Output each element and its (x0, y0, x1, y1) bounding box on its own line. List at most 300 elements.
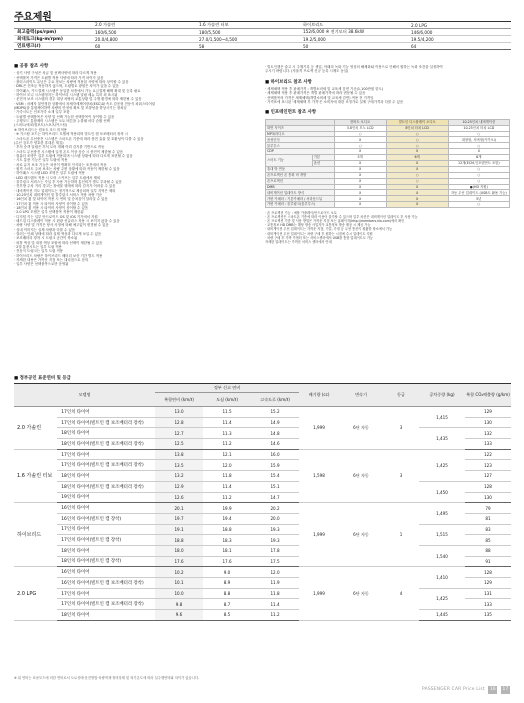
fuel-co2: 127 (465, 471, 511, 482)
spec-cell: 180/5,500 (196, 29, 300, 36)
infotainment-feature: DMB (266, 184, 335, 190)
fuel-row (14, 428, 511, 439)
infotainment-cell: ○ (386, 178, 448, 184)
infotainment-body (266, 125, 510, 207)
infotainment-feature: 화면 사이즈 (266, 125, 335, 131)
note-line: · 외장 색상 및 내장 색상 조합에 따라 선택이 제한될 수 있음 (14, 240, 103, 245)
infotainment-cell: 자동 무선 업데이트 (USB도 활용 가능) (448, 190, 509, 196)
spec-cell: 64 (408, 43, 511, 50)
note-line: · 컵홀더 조명은 일부 트림에 적용되며 시스템 상황에 따라 다르게 표현될 수 있음 (14, 153, 133, 158)
note-line: · 선택품목의 가격은 세제혜택(개별소비세 및 교육세 감면) 적용 전 가격임 (265, 95, 374, 100)
fuel-co2: 131 (465, 588, 511, 599)
fuel-tire: 18인치 타이어 (57, 428, 155, 439)
fuel-weight: 1,415 (419, 407, 465, 428)
note-line: · 폰 프로젝션 기능 : 애플 카플레이/안드로이드 오토 (265, 211, 337, 216)
fuel-section-heading: ■ 정부공인 표준연비 및 등급 (14, 376, 71, 381)
fuel-highway: 20.2 (251, 503, 299, 514)
note-line: · 원격 스마트 주차 보조는 차량 주변 상황에 따라 작동이 제한될 수 있음 (14, 166, 120, 171)
fuel-combined: 10.2 (155, 567, 203, 578)
fuel-highway: 14.9 (251, 417, 299, 428)
note-line: · 10.25인치 내비게이션 및 블루링크 서비스 적용 차량 기준 (14, 192, 103, 197)
fuel-combined: 13.2 (155, 471, 203, 482)
fuel-tire: 18인치 타이어 (57, 471, 155, 482)
fuel-weight: 1,495 (419, 503, 465, 524)
fuel-tire: 16인치 타이어 (57, 503, 155, 514)
fuel-city: 19.4 (203, 513, 251, 524)
fuel-combined: 17.6 (155, 556, 203, 567)
infotainment-cell: ○ (448, 178, 509, 184)
fuel-transmission: 6단 자동 (339, 567, 383, 620)
infotainment-cell: X (334, 178, 386, 184)
fuel-displacement: 1,598 (299, 449, 339, 502)
spec-cell: 152/6,000 ※ 전기모터 38.6kW (300, 29, 408, 36)
note-line: · 디지털 키는 일부 안드로이드 OS 및 iOS 기기에서 지원 (14, 214, 98, 219)
fuel-combined: 12.7 (155, 428, 203, 439)
note-line: · 하이패스, 카드결제 시스템은 동일한 차종에서 가능 요금결제 해택 확대 및 등록 필요 (14, 88, 141, 93)
fuel-city: 11.4 (203, 481, 251, 492)
fuel-co2: 130 (465, 417, 511, 428)
infotainment-cell: ○ (334, 131, 386, 137)
hybrid-notes-list (265, 87, 510, 104)
spec-header: 2.0 LPG (408, 22, 511, 29)
spec-cell: 50 (300, 43, 408, 50)
fuel-displacement: 1,999 (299, 567, 339, 620)
fuel-tire: 17인치 타이어 (57, 524, 155, 535)
note-line: · 차로 유지 보조 기능은 차선이 명확히 인식되는 조건에서 작동 (14, 162, 107, 167)
infotainment-cell: X (386, 202, 448, 208)
fuel-city: 8.5 (203, 610, 251, 621)
note-line: 자세한 업데이트는 가까운 서비스 센터에서 안내 (265, 239, 332, 244)
infotainment-cell: 3.8인치 모노 LCD (334, 125, 386, 131)
note-line: · 세제혜택 적용 후 판매가격 : 개별소비세 및 교육세 감면 기준(1,100만원 한도) (265, 87, 384, 92)
fuel-combined: 12.9 (155, 481, 203, 492)
note-line: · 차량 구매 후 가까 카센터 또는 서비스센터에서 USB를 통한 업데이트도 가능 (265, 235, 373, 240)
spec-row (14, 36, 511, 43)
fuel-tire: 17인치 타이어(빌트인 캠 보조배터리 장착) (57, 417, 155, 428)
fuel-row (14, 588, 511, 599)
fuel-co2: 135 (465, 610, 511, 621)
infotainment-cell: X (386, 196, 448, 202)
note-line: · 후석 승객 알림은 후석 도어 개폐 이력 감지를 기반으로 작동 (14, 145, 105, 150)
fuel-tire: 17인치 타이어(빌트인 캠 장착) (57, 535, 155, 546)
infotainment-feature: 가변 카메라 : 기본카메라 / 서라운드뷰 (266, 196, 335, 202)
note-line: · 실내 이미지는 실제 차량과 다를 수 있음 (14, 227, 76, 232)
infotainment-row (266, 202, 510, 208)
note-line: · 빌트인캠은 출고 시 주행기록 등 셋업, 아래의 녹화 기능 영상의 해제화와 이용으로 인해서 원하는 녹화 조건을 설정하여 (265, 65, 443, 69)
fuel-tire: 17인치 타이어(빌트인 캠 보조배터리 장착) (57, 460, 155, 471)
fuel-row (14, 545, 511, 556)
infotainment-cell: 6개 (448, 155, 509, 161)
note-line: · ※ 카스탑 포드는 하이브리드 모델에 적용되며 빌트인 캠 보조배터리 장착 시 (14, 132, 129, 137)
fuel-highway: 19.3 (251, 524, 299, 535)
fuel-displacement: 1,999 (299, 407, 339, 450)
fuel-highway: 11.4 (251, 599, 299, 610)
note-line: · 자세한 내용은 가까운 지점 또는 대리점으로 문의 (14, 258, 89, 263)
fuel-row (14, 567, 511, 578)
camera-notes-list (265, 65, 510, 74)
infotainment-feature: 음성인식 (266, 137, 335, 143)
fuel-model-name: 하이브리드 (14, 503, 57, 567)
fuel-combined: 9.6 (155, 610, 203, 621)
infotainment-cell: 12개(ECM,인포텐먼트 포함) (448, 160, 509, 166)
note-line: · 하이브리드 차량은 하이브리드 배터리 보증 기간 별도 적용 (14, 253, 103, 258)
note-line: · 차량 사양 및 가격은 당사 사정에 의해 예고없이 변경될 수 있음 (14, 223, 109, 228)
fuel-city: 12.1 (203, 449, 251, 460)
common-notes-list (14, 71, 259, 266)
infotainment-feature: 블루투스 (266, 143, 335, 149)
infotainment-cell: X (334, 190, 386, 196)
common-notes-column (14, 65, 259, 267)
spec-cell: 60 (92, 43, 196, 50)
page-footer (422, 686, 510, 694)
fuel-highway: 11.2 (251, 610, 299, 621)
note-line: · 컬러는 인쇄 상태에 따라 실제 색상과 다르게 보일 수 있음 (14, 232, 102, 237)
infotainment-header: 빌트인 디스플레이 오디오 (386, 119, 448, 125)
note-line: · DRL은 전조등 작동하지 않으며, 트림별로 광원은 차이가 있을 수 있음 (14, 84, 119, 89)
infotainment-cell: X (334, 149, 386, 155)
infotainment-notes (265, 211, 510, 244)
note-line: · 하이패스 시스템 LED 조명은 일부 트림에 적용 (14, 171, 85, 176)
fuel-co2: 129 (465, 407, 511, 418)
fuel-highway: 15.1 (251, 481, 299, 492)
fuel-city: 11.5 (203, 407, 251, 418)
fuel-tire: 16인치 타이어(빌트인 캠 보조배터리 장착) (57, 578, 155, 589)
infotainment-feature: 휴대 방 연동 (266, 166, 335, 172)
spec-label: 최대토크(kg·m/rpm) (14, 36, 92, 43)
spec-cell: 19.2/5,000 (300, 36, 408, 43)
fuel-tire: 16인치 타이어(빌트인 캠 장착) (57, 513, 155, 524)
fuel-combined: 13.8 (155, 449, 203, 460)
infotainment-subfeature: 옵션 (312, 160, 334, 166)
infotainment-cell: X (386, 184, 448, 190)
fuel-tire: 18인치 타이어 (57, 610, 155, 621)
infotainment-cell: ○ (386, 137, 448, 143)
fuel-highway: 12.0 (251, 567, 299, 578)
spec-cell: 146/6,000 (408, 29, 511, 36)
fuel-header-city: 도심 (km/ℓ) (203, 393, 251, 407)
infotainment-feature: 폰프로젝션 (266, 178, 335, 184)
fuel-tire: 17인치 타이어 (57, 407, 155, 418)
note-line: · 헤드업 디스플레이 적용 시 편광 선글라스 착용 시 보이지 않을 수 있음 (14, 219, 120, 224)
right-notes-column (265, 65, 510, 244)
note-line: · 스마트폰 무선충전 시스템은 스마트폰 기종에 따라 충전 효율 및 호환성이 다를 수 있음 (14, 136, 144, 141)
fuel-header-highway: 고속도로 (km/ℓ) (251, 393, 299, 407)
note-line: · 블루링크 서비스는 가입 후 사용 가능하며 통신비가 별도 부과될 수 있음 (14, 179, 122, 184)
fuel-weight: 1,425 (419, 449, 465, 481)
note-line: ※ 하이브리드는 컴포트 모드 미적용 (14, 127, 68, 132)
page-title: 주요제원 (14, 12, 52, 23)
note-line: (MDPS)을 통합제어하여 차량의 안정성 확보 및 조향성을 향상시키는 장치임 (14, 106, 127, 111)
fuel-tire: 17인치 타이어 (57, 449, 155, 460)
note-line: 주시기 바랍니다. (자율적 프로젝 신규 등록 시제도 동일) (265, 69, 349, 74)
fuel-combined: 20.1 (155, 503, 203, 514)
fuel-city: 8.8 (203, 588, 251, 599)
fuel-header-transmission: 변속기 (339, 384, 383, 407)
fuel-transmission: 6단 자동 (339, 503, 383, 567)
fuel-city: 11.2 (203, 439, 251, 450)
fuel-highway: 20.0 (251, 513, 299, 524)
fuel-header-combined: 복합연비 (km/ℓ) (155, 393, 203, 407)
page-number: 17 (502, 687, 509, 692)
note-line: · 보조배터리 장착 시 트렁크 공간이 축소됨 (14, 236, 78, 241)
note-line: · LED 헤드램프 적용 시 도어 스커프는 일부 트림에서 제외 (14, 175, 101, 180)
infotainment-cell: X (334, 184, 386, 190)
section-heading: ■ 하이브리드 참조 사항 (265, 79, 312, 85)
fuel-co2: 83 (465, 524, 511, 535)
fuel-row (14, 610, 511, 621)
fuel-highway: 11.8 (251, 588, 299, 599)
infotainment-cell: ○ (448, 172, 509, 178)
fuel-city: 8.9 (203, 578, 251, 589)
section-heading: ■ 공통 참조 사항 (14, 64, 49, 69)
fuel-grade: 3 (383, 449, 419, 502)
fuel-header-weight: 공차중량 (kg) (419, 384, 465, 407)
fuel-weight: 1,410 (419, 567, 465, 588)
note-line: · 시트 통풍 기능은 일부 트림에 적용 (14, 158, 68, 163)
infotainment-cell: ○ (386, 143, 448, 149)
fuel-co2: 91 (465, 556, 511, 567)
infotainment-cell: X (386, 190, 448, 196)
spec-cell: 20.0/4,800 (92, 36, 196, 43)
fuel-highway: 11.9 (251, 578, 299, 589)
fuel-highway: 14.7 (251, 492, 299, 503)
fuel-tire: 17인치 타이어(빌트인 캠 보조배터리 장착) (57, 599, 155, 610)
fuel-co2: 79 (465, 503, 511, 514)
fuel-city: 18.8 (203, 524, 251, 535)
infotainment-cell: 5개 (334, 155, 386, 161)
fuel-highway: 15.9 (251, 460, 299, 471)
note-line: · 세제혜택 적용 후 판매가격은 개별 판매가격에 따라 변동될 수 있음 (265, 91, 366, 96)
fuel-footnote: ※ 위 연비는 표준모드에 의한 연비로서 도로상태·운전방법·차량적재·정비상태 및 외기온도에 따라 실주행연비와 차이가 있습니다. (14, 676, 200, 680)
infotainment-cell: X (334, 172, 386, 178)
spec-header (14, 22, 92, 29)
fuel-tire: 18인치 타이어(빌트인 캠 장착) (57, 556, 155, 567)
spec-header: 2.0 가솔린 (92, 22, 196, 29)
infotainment-cell: ○ (386, 172, 448, 178)
note-line: · 가죽시트는 인조가죽 소재 일부 포함 (14, 110, 70, 115)
note-line: · 선택품목 가격은 트림별 적용 사양에 따라 가격 차이가 있음 (14, 75, 104, 80)
fuel-weight: 1,450 (419, 481, 465, 502)
fuel-table-body (14, 407, 511, 621)
fuel-row (14, 449, 511, 460)
infotainment-header: 10.25인치 내비게이션 (448, 119, 509, 125)
spec-label: 최고출력(ps/rpm) (14, 29, 92, 36)
fuel-co2: 133 (465, 599, 511, 610)
infotainment-feature: 가변 카메라 : 블루링크(블루투스) (266, 202, 335, 208)
fuel-weight: 1,425 (419, 588, 465, 609)
fuel-combined: 12.5 (155, 439, 203, 450)
fuel-city: 17.6 (203, 556, 251, 567)
infotainment-cell: X (334, 137, 386, 143)
spec-table (14, 21, 511, 50)
fuel-highway: 16.0 (251, 449, 299, 460)
note-line: · VSM : 차체자 불안정한 상황에서 차체자세제어장치(ESC)와 속도 감응형 전동식 파워스티어링 (14, 101, 156, 106)
fuel-displacement: 1,999 (299, 503, 339, 567)
infotainment-cell: X (334, 202, 386, 208)
infotainment-feature: 내비게이션 업데이트 방식 (266, 190, 335, 196)
fuel-combined: 12.8 (155, 417, 203, 428)
fuel-model-name: 2.0 가솔린 (14, 407, 57, 450)
fuel-city: 18.1 (203, 545, 251, 556)
fuel-city: 11.4 (203, 417, 251, 428)
fuel-combined: 12.6 (155, 492, 203, 503)
fuel-model-name: 2.0 LPG (14, 567, 57, 620)
fuel-co2: 132 (465, 428, 511, 439)
fuel-co2: 128 (465, 481, 511, 492)
note-line: (스마트/에코/컴포트/스포츠/커스텀) (14, 123, 68, 128)
infotainment-feature: 폰프로젝션 폰 통화 비 개방 (266, 172, 335, 178)
infotainment-cell: ○ (448, 202, 509, 208)
fuel-economy-table (14, 383, 511, 621)
note-line: · 16인치 휠 및 타이어 적용 시 연비 및 승차감이 달라질 수 있음 (14, 197, 108, 202)
fuel-highway: 15.2 (251, 407, 299, 418)
fuel-header-displacement: 배기량 (cc) (299, 384, 339, 407)
fuel-combined: 18.0 (155, 545, 203, 556)
infotainment-cell: 10.25인치 터치 LCD (448, 125, 509, 131)
section-heading: ■ 인포테인먼트 참조 사항 (265, 110, 317, 116)
fuel-combined: 13.5 (155, 460, 203, 471)
infotainment-cell: X (448, 149, 509, 155)
infotainment-subfeature: 기본 (312, 155, 334, 161)
note-line: · 18인치 휠 적용 시 타이어 사양이 상이할 수 있음 (14, 206, 89, 210)
fuel-co2: 129 (465, 578, 511, 589)
fuel-grade: 1 (383, 503, 419, 567)
fuel-highway: 14.6 (251, 439, 299, 450)
note-line: · 운전자 보조 시스템의 경우 대상 차량의 교통상황 및 주행 환경에 따라 제한될 수 있음 (14, 97, 142, 102)
fuel-transmission: 6단 자동 (339, 407, 383, 450)
infotainment-feature: MP3/라디오 (266, 131, 335, 137)
fuel-city: 19.9 (203, 503, 251, 514)
note-line: · 내비게이션 무선 업데이트는 차량 구매 후 원하는 시점에 수시 업데이트 지원 (265, 231, 373, 236)
fuel-header-group: 정부 신고 연비 (155, 384, 299, 393)
infotainment-cell: X (386, 149, 448, 155)
fuel-header-model: 모델명 (14, 384, 155, 407)
spec-header: 하이브리드 (300, 22, 408, 29)
fuel-tire: 18인치 타이어(빌트인 캠 보조배터리 장착) (57, 439, 155, 450)
note-line: · 2열 통풍시트는 일부 트림 적용 (14, 245, 62, 250)
spec-cell: 160/6,500 (92, 29, 196, 36)
note-line: · 내비게이션 무선 업데이트는 가까운 지점, 기업, 가정 등 무선 통신이 원활한 장소에서 가능 (265, 227, 393, 232)
note-line: · 주행모드 통합제어 시스템은 오토 버튼을 누를때 마다 순환 선택 (14, 119, 110, 124)
note-line: · 하이브 모니 시스템정지는 하이브리 시스템 알림 메뉴 특히 외 표시됨 (14, 93, 118, 98)
note-line: · 전후방 주차 거리 경고는 장애물 형태에 따라 감지가 어려울 수 있음 (14, 184, 116, 189)
fuel-combined: 19.7 (155, 513, 203, 524)
infotainment-cell: X (334, 196, 386, 202)
infotainment-cell: ●(HD 지원) (448, 184, 509, 190)
fuel-row (14, 481, 511, 492)
infotainment-cell: X (386, 166, 448, 172)
infotainment-cell: ○ (448, 131, 509, 137)
fuel-city: 11.8 (203, 471, 251, 482)
fuel-highway: 14.8 (251, 428, 299, 439)
spec-header: 1.6 가솔린 터보 (196, 22, 300, 29)
spec-cell: 58 (196, 43, 300, 50)
note-line: · 상기 사양 구성은 차급 및 선택사양에 따라 다르게 적용 (14, 71, 97, 76)
fuel-city: 8.7 (203, 599, 251, 610)
fuel-tire: 18인치 타이어(빌트인 캠 보조배터리 장착) (57, 481, 155, 492)
fuel-city: 12.0 (203, 460, 251, 471)
fuel-tire: 18인치 타이어 (57, 545, 155, 556)
fuel-co2: 128 (465, 567, 511, 578)
infotainment-cell: X (334, 166, 386, 172)
spec-row (14, 43, 511, 50)
note-line: · 가격표에 표시된 '세제혜택 후 가격'은 소비자에 대한 조정가로 실제 구매가격과 다를 수 있음 (265, 100, 404, 105)
fuel-row (14, 407, 511, 418)
fuel-highway: 17.8 (251, 545, 299, 556)
fuel-combined: 10.1 (155, 578, 203, 589)
fuel-header-row (14, 384, 511, 393)
fuel-grade: 4 (383, 567, 419, 620)
fuel-co2: 81 (465, 513, 511, 524)
fuel-header-grade: 등급 (383, 384, 419, 407)
fuel-tire: 17인치 타이어 (57, 588, 155, 599)
fuel-weight: 1,445 (419, 610, 465, 621)
infotainment-cell: ○ (448, 143, 509, 149)
fuel-co2: 123 (465, 460, 511, 471)
fuel-row (14, 524, 511, 535)
spec-cell: 19.5/4,200 (408, 36, 511, 43)
fuel-co2: 133 (465, 439, 511, 450)
note-line: · 일부 사양은 선택품목으로만 운영됨 (14, 262, 69, 267)
fuel-combined: 10.0 (155, 588, 203, 599)
fuel-highway: 17.5 (251, 556, 299, 567)
fuel-city: 18.3 (203, 535, 251, 546)
fuel-weight: 1,540 (419, 545, 465, 566)
infotainment-cell: 8인치 터치 LCD (386, 125, 448, 131)
fuel-combined: 18.8 (155, 535, 203, 546)
fuel-row (14, 503, 511, 514)
infotainment-cell: 6개 (386, 155, 448, 161)
spec-row (14, 29, 511, 36)
infotainment-feature: CDP (266, 149, 335, 155)
note-line: · 전동식 트렁크는 일부 트림 적용 (14, 249, 64, 254)
fuel-tire: 16인치 타이어 (57, 567, 155, 578)
fuel-header-co2: 복합 CO₂배출량 (g/km) (465, 384, 511, 407)
note-line: · 트림별 선택품목은 사양 및 선택 가능한 선택품목이 상이할 수 있음 (14, 114, 115, 119)
note-line: · 스마트 무선충전 시스템에 일정 온도 이상 상승 시 충전이 제한될 수 있음 (14, 149, 123, 154)
note-line: · 교통정보 HD DMB는 해당 방송 사업자가 교통정보 방송 제공 시 제공 가능 (265, 223, 371, 228)
note-line: · 17인치 휠 적용 시 타이어 사양이 상이할 수 있음 (14, 201, 89, 206)
infotainment-cell: ○ (448, 166, 509, 172)
fuel-co2: 85 (465, 535, 511, 546)
fuel-model-name: 1.6 가솔린 터보 (14, 449, 57, 502)
fuel-combined: 19.1 (155, 524, 203, 535)
note-line: · 폰 프로젝션 기종 및 사용 방법은 가까운 지점 또는 홈페이지(http://members.kia.com)에서 확인 (265, 219, 405, 224)
fuel-tire: 19인치 타이어 (57, 492, 155, 503)
fuel-combined: 9.8 (155, 599, 203, 610)
infotainment-cell: ○ (334, 143, 386, 149)
note-line: (수신 감도가 양호한 휴대폰 재질) (14, 140, 64, 145)
infotainment-cell: 내장형, 서버형(카카오i) (448, 137, 509, 143)
spec-header-row (14, 22, 511, 29)
infotainment-table (265, 119, 510, 208)
infotainment-cell: ○ (386, 131, 448, 137)
note-line: · 플러스라이트 유닛은 주요 정보는 차량에 적용된 사양에 따라 상이할 수 있음 (14, 80, 129, 85)
fuel-weight: 1,435 (419, 428, 465, 449)
fuel-co2: 130 (465, 492, 511, 503)
fuel-combined: 13.0 (155, 407, 203, 418)
spec-label: 연료탱크(ℓ) (14, 43, 92, 50)
fuel-weight: 1,515 (419, 524, 465, 545)
fuel-co2: 88 (465, 545, 511, 556)
note-line: · 폰 프로젝션은 스마트폰 기종에 따라 이용이 불가할 수 있으며 일부 차종은 내비게이션 업데이트 후 사용 가능 (265, 215, 418, 220)
fuel-co2: 122 (465, 449, 511, 460)
footer-title: PASSENGER CAR Price List (422, 687, 485, 692)
note-line: · 내비게이션 지도 업데이트는 정기적으로 제공되며 일부 지역은 제외 (14, 188, 116, 193)
spec-cell: 27.0/1,500~4,500 (196, 36, 300, 43)
fuel-city: 11.3 (203, 428, 251, 439)
fuel-city: 11.2 (203, 492, 251, 503)
